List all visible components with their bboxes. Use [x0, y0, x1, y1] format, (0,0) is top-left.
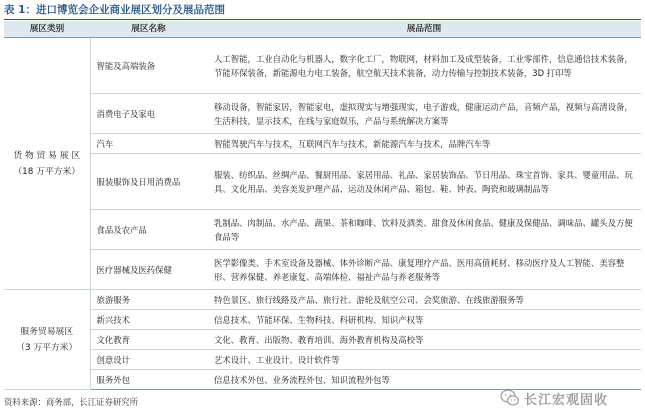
category-name: 服务外包 — [90, 370, 207, 390]
category-scope: 乳制品、肉制品、水产品、蔬果、茶和咖啡、饮料及酒类、甜食及休闲食品、健康及保健品、调味品、罐头及方便食品等 — [207, 210, 641, 250]
wechat-icon — [500, 388, 520, 408]
zone-goods-label: 货 物 贸 易 展 区 — [13, 150, 81, 161]
category-name: 文化教育 — [90, 330, 207, 350]
category-scope: 文化、教育、出版物、教育培训、海外教育机构及高校等 — [207, 330, 641, 350]
category-scope: 服装、纺织品、丝绸产品、餐厨用品、家居用品、礼品、家居装饰品、节日用品、珠宝首饰、家具、婴童用品、玩具、文化用品、美容美发护理产品、运动及休闲产品、箱包、鞋、钟表、陶瓷和玻璃制品等 — [207, 154, 641, 210]
category-scope: 信息技术、节能环保、生物科技、科研机构、知识产权等 — [207, 310, 641, 330]
watermark — [500, 386, 608, 410]
table-row — [4, 350, 641, 370]
zone-goods-area: （18 万平方米） — [13, 166, 81, 177]
header-scope: 展品范围 — [207, 21, 641, 38]
category-name: 智能及高端装备 — [90, 38, 207, 94]
category-scope: 人工智能，工业自动化与机器人，数字化工厂，物联网，材料加工及成型装备，工业零部件，信息通信技术装备，节能环保装备，新能源电力电工装备，航空航天技术装备，动力传输与控制技术装备，3D 打印等 — [207, 38, 641, 94]
table-row — [4, 134, 641, 154]
category-scope: 医学影像类、手术室设备及器械、体外诊断产品、康复理疗产品、医用高值耗材、移动医疗及人工智能、美容整形、营养保健、养老康复、高端体检、福祉产品与养老服务等 — [207, 250, 641, 290]
zone-goods-cell — [4, 38, 90, 290]
zone-services-cell — [4, 290, 90, 390]
table-header-row — [4, 21, 641, 38]
table-row — [4, 250, 641, 290]
table-row — [4, 38, 641, 94]
header-zone-name: 展区名称 — [90, 21, 207, 38]
category-name: 服装服饰及日用消费品 — [90, 154, 207, 210]
source-note: 资料来源：商务部，长江证券研究所 — [4, 397, 138, 407]
table-title: 表 1：进口博览会企业商业展区划分及展品范围 — [4, 4, 225, 16]
table-row — [4, 210, 641, 250]
header-zone-type: 展区类别 — [4, 21, 90, 38]
zone-services-area: （3 万平方米） — [16, 342, 78, 353]
category-name: 旅游服务 — [90, 290, 207, 310]
category-name: 汽车 — [90, 134, 207, 154]
category-name: 食品及农产品 — [90, 210, 207, 250]
table-row — [4, 290, 641, 310]
category-scope: 移动设备，智能家居，智能家电，虚拟现实与增强现实，电子游戏，健康运动产品，音频产品，视频与高清设备，生活科技，显示技术，在线与家庭娱乐，产品与系统解决方案等 — [207, 94, 641, 134]
category-name: 医疗器械及医药保健 — [90, 250, 207, 290]
watermark-text: 长江宏观固收 — [524, 392, 609, 408]
table-row — [4, 94, 641, 134]
category-scope: 特色景区、旅行线路及产品、旅行社、游轮及航空公司、会奖旅游、在线旅游服务等 — [207, 290, 641, 310]
title-rule — [4, 19, 641, 20]
category-name: 消费电子及家电 — [90, 94, 207, 134]
table-row — [4, 330, 641, 350]
category-scope: 智能驾驶汽车与技术，互联网汽车与技术，新能源汽车与技术，品牌汽车等 — [207, 134, 641, 154]
category-name: 创意设计 — [90, 350, 207, 370]
category-name: 新兴技术 — [90, 310, 207, 330]
category-scope: 艺术设计、工业设计、设计软件等 — [207, 350, 641, 370]
table-row — [4, 154, 641, 210]
category-scope: 信息技术外包、业务流程外包、知识流程外包等 — [207, 370, 641, 390]
exhibition-table — [4, 21, 641, 390]
zone-services-label: 服务贸易展区 — [20, 326, 74, 337]
table-row — [4, 310, 641, 330]
